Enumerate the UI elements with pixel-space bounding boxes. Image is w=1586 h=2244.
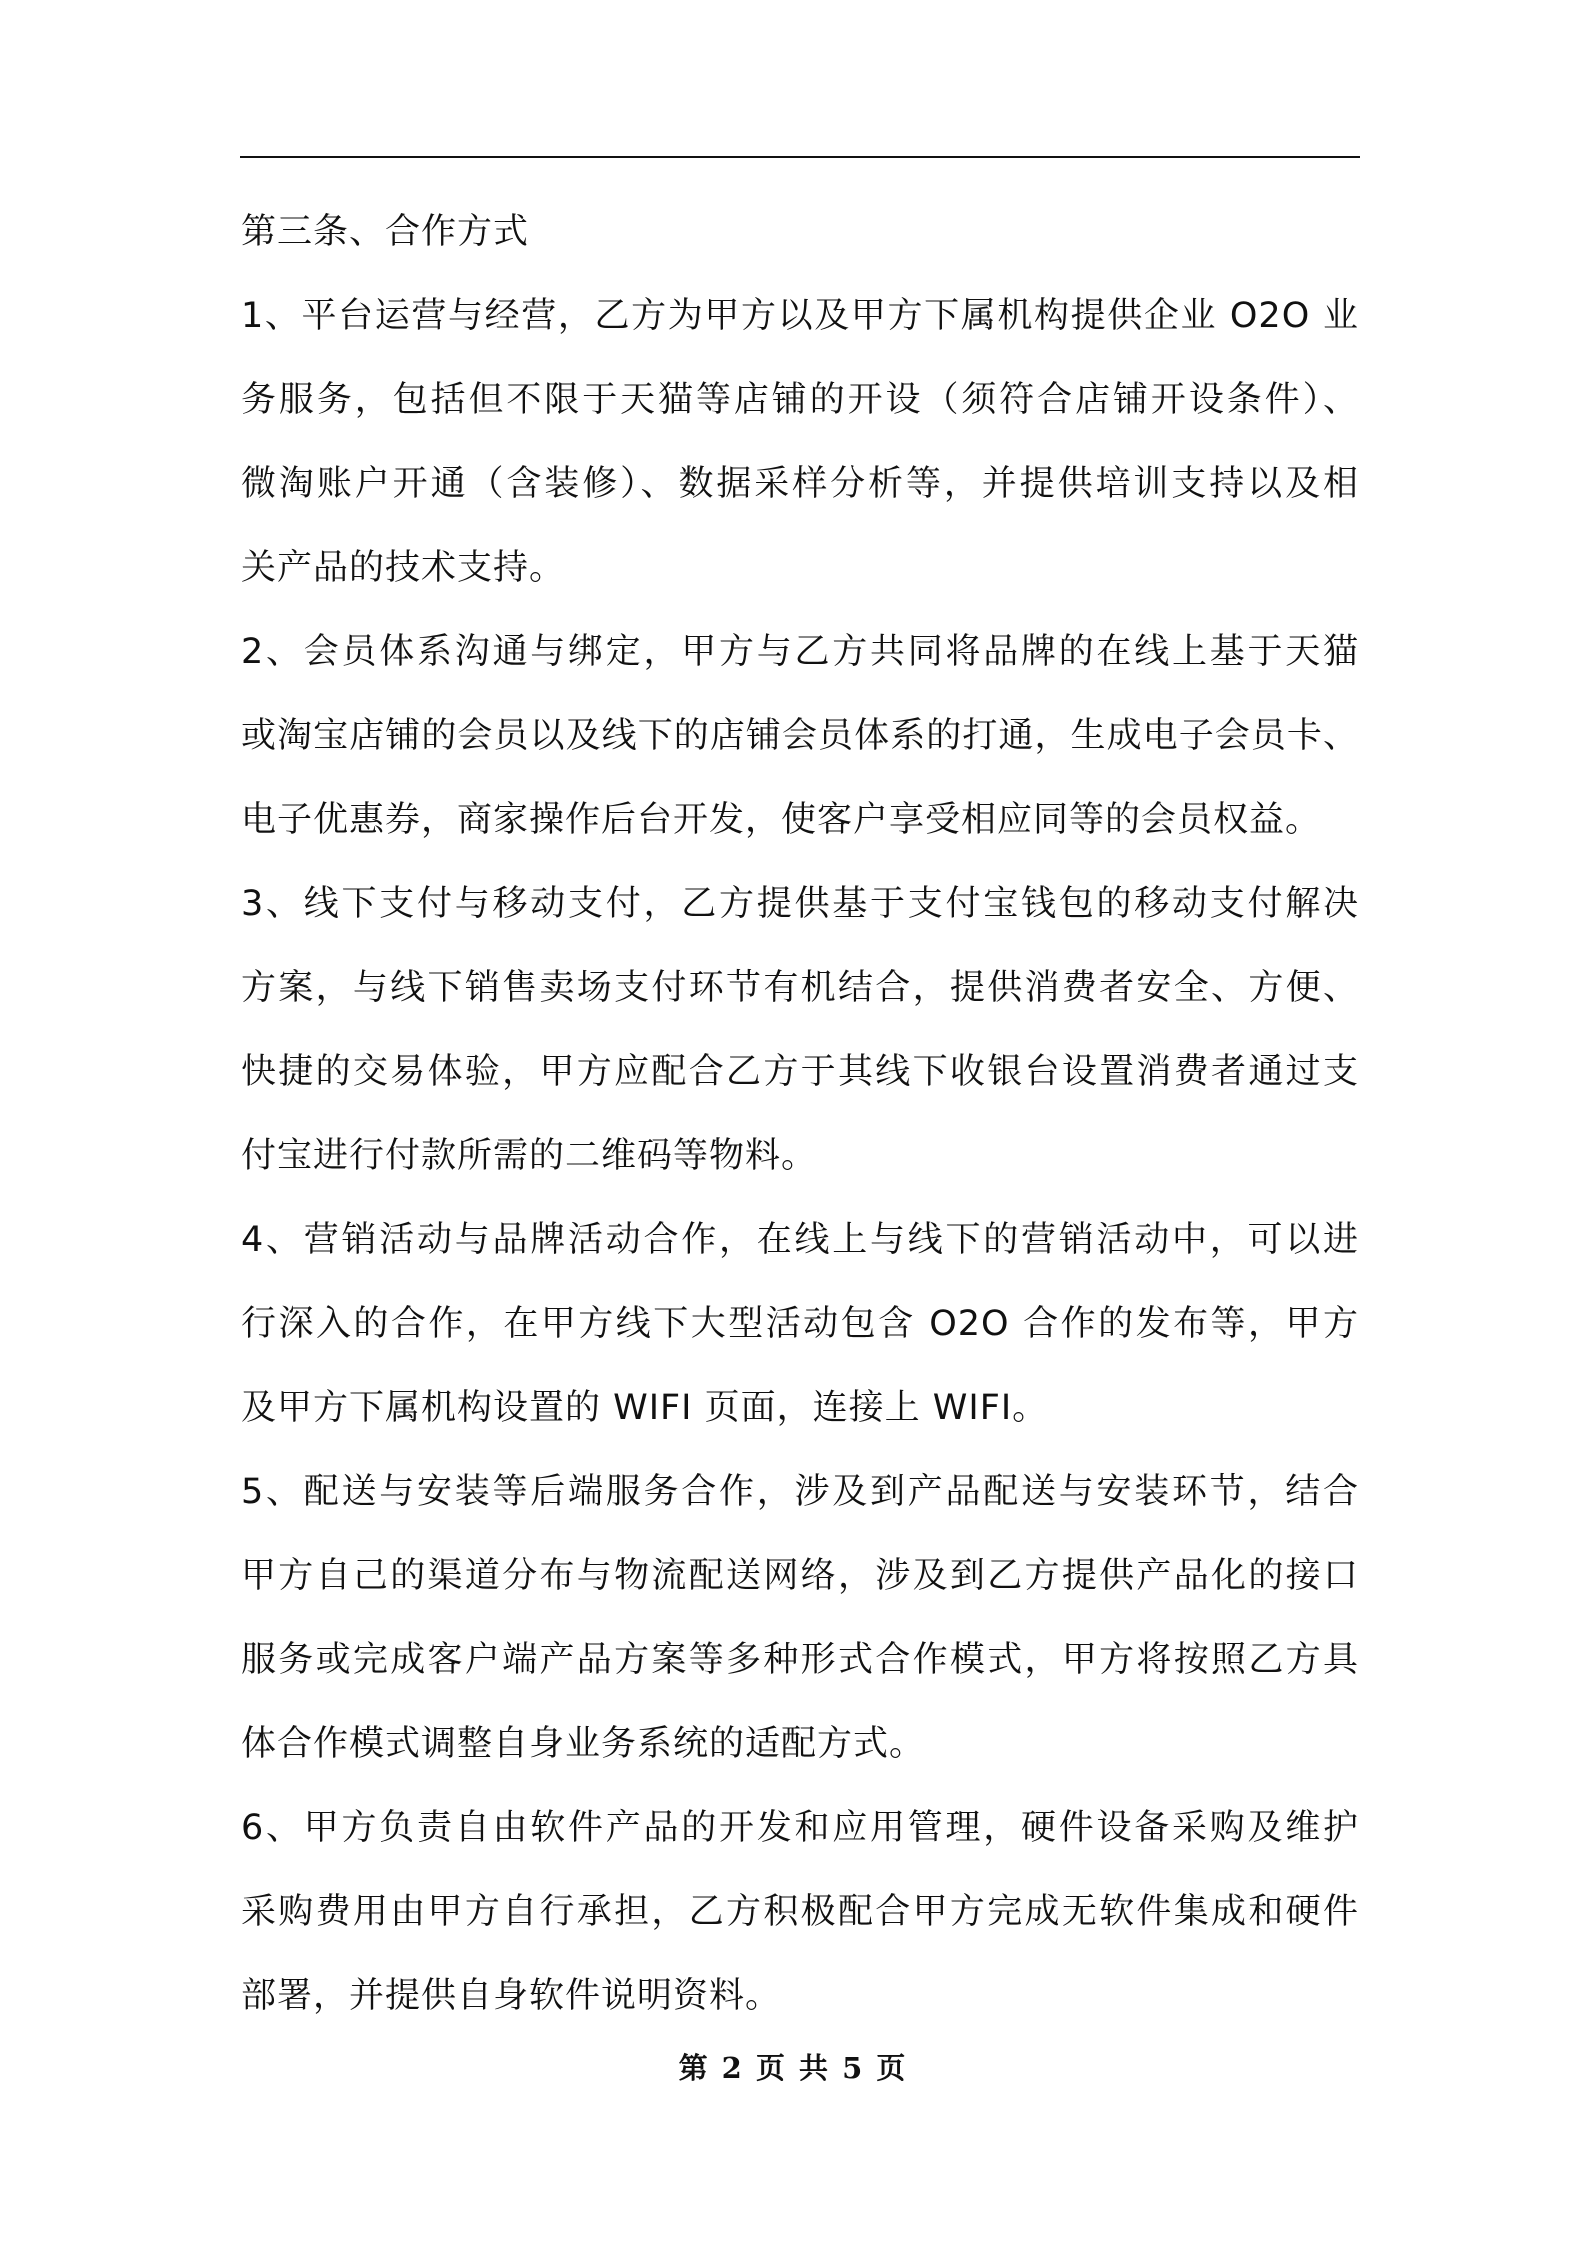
clause-paragraph-5 — [241, 1450, 1359, 1786]
paragraph-line: 方案，与线下销售卖场支付环节有机结合，提供消费者安全、方便、 — [241, 968, 1359, 1008]
paragraph-line: 1、平台运营与经营，乙方为甲方以及甲方下属机构提供企业 O2O 业 — [241, 296, 1359, 336]
page-number: 第 2 页 共 5 页 — [678, 2051, 908, 2085]
paragraph-line: 5、配送与安装等后端服务合作，涉及到产品配送与安装环节，结合 — [241, 1472, 1359, 1512]
clause-paragraph-4 — [241, 1198, 1359, 1450]
paragraph-line: 微淘账户开通（含装修）、数据采样分析等，并提供培训支持以及相 — [241, 464, 1359, 504]
document-body — [241, 190, 1359, 2038]
paragraph-line: 4、营销活动与品牌活动合作，在线上与线下的营销活动中，可以进 — [241, 1220, 1359, 1260]
clause-paragraph-3 — [241, 862, 1359, 1198]
clause-paragraph-2 — [241, 610, 1359, 862]
paragraph-line: 2、会员体系沟通与绑定，甲方与乙方共同将品牌的在线上基于天猫 — [241, 632, 1359, 672]
paragraph-line: 或淘宝店铺的会员以及线下的店铺会员体系的打通，生成电子会员卡、 — [241, 716, 1359, 756]
paragraph-line: 行深入的合作，在甲方线下大型活动包含 O2O 合作的发布等，甲方 — [241, 1304, 1359, 1344]
clause-paragraph-6 — [241, 1786, 1359, 2038]
paragraph-line: 3、线下支付与移动支付，乙方提供基于支付宝钱包的移动支付解决 — [241, 884, 1359, 924]
paragraph-line: 快捷的交易体验，甲方应配合乙方于其线下收银台设置消费者通过支 — [241, 1052, 1359, 1092]
paragraph-line: 付宝进行付款所需的二维码等物料。 — [241, 1136, 818, 1176]
paragraph-line: 体合作模式调整自身业务系统的适配方式。 — [241, 1724, 926, 1764]
paragraph-line: 务服务，包括但不限于天猫等店铺的开设（须符合店铺开设条件）、 — [241, 380, 1359, 420]
clause-paragraph-1 — [241, 274, 1359, 610]
paragraph-line: 服务或完成客户端产品方案等多种形式合作模式，甲方将按照乙方具 — [241, 1640, 1359, 1680]
paragraph-line: 甲方自己的渠道分布与物流配送网络，涉及到乙方提供产品化的接口 — [241, 1556, 1359, 1596]
paragraph-line: 6、甲方负责自由软件产品的开发和应用管理，硬件设备采购及维护 — [241, 1808, 1359, 1848]
paragraph-list — [241, 274, 1359, 2038]
paragraph-line: 电子优惠券，商家操作后台开发，使客户享受相应同等的会员权益。 — [241, 800, 1322, 840]
paragraph-line: 关产品的技术支持。 — [241, 548, 566, 588]
paragraph-line: 及甲方下属机构设置的 WIFI 页面，连接上 WIFI。 — [241, 1388, 1049, 1428]
header-rule — [240, 156, 1360, 158]
section-heading: 第三条、合作方式 — [241, 212, 530, 252]
paragraph-line: 采购费用由甲方自行承担，乙方积极配合甲方完成无软件集成和硬件 — [241, 1892, 1359, 1932]
paragraph-line: 部署，并提供自身软件说明资料。 — [241, 1976, 782, 2016]
